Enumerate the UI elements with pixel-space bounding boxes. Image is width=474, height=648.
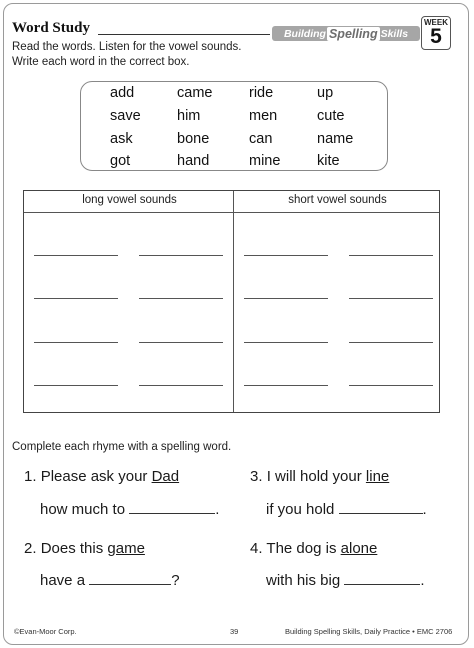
rhyme-text: how much to xyxy=(40,501,130,518)
answer-blank[interactable] xyxy=(139,298,223,299)
item-number: 1. xyxy=(24,468,37,485)
rhyme-answer-blank[interactable] xyxy=(129,501,215,514)
word-bank-word: save xyxy=(110,108,141,124)
rhyme-item-3-line-1 xyxy=(250,468,389,485)
rhyme-item-1-line-1 xyxy=(24,468,179,485)
word-bank-word: came xyxy=(177,85,213,101)
rhyme-answer-blank[interactable] xyxy=(344,572,420,585)
series-banner xyxy=(272,26,420,41)
instruction-line-1: Read the words. Listen for the vowel sounds. xyxy=(12,41,242,53)
answer-blank[interactable] xyxy=(349,385,433,386)
word-bank-word: name xyxy=(317,131,354,147)
banner-right: Skills xyxy=(380,27,409,40)
answer-blank[interactable] xyxy=(34,342,118,343)
word-bank-word: can xyxy=(249,131,273,147)
rhyme-item-4-line-2 xyxy=(266,572,425,589)
word-bank-word: up xyxy=(317,85,334,101)
item-number: 4. xyxy=(250,540,263,557)
rhyme-key-word: game xyxy=(107,540,145,557)
answer-blank[interactable] xyxy=(244,342,328,343)
answer-blank[interactable] xyxy=(34,255,118,256)
word-bank-word: men xyxy=(249,108,278,124)
rhyme-key-word: line xyxy=(365,468,390,485)
rhyme-text: if you hold xyxy=(266,501,339,518)
word-bank-word: got xyxy=(110,153,131,169)
answer-blank[interactable] xyxy=(139,342,223,343)
word-bank-word: add xyxy=(110,85,135,101)
banner-middle: Spelling xyxy=(328,26,378,41)
answer-blank[interactable] xyxy=(244,255,328,256)
rhyme-key-word: alone xyxy=(340,540,378,557)
rhyme-text: have a xyxy=(40,572,90,589)
rhyme-punct: . xyxy=(422,501,427,518)
item-number: 2. xyxy=(24,540,37,557)
answer-blank[interactable] xyxy=(139,255,223,256)
item-number: 3. xyxy=(250,468,263,485)
rhyme-text: The dog is xyxy=(266,540,341,557)
rhyme-text: Please ask your xyxy=(40,468,152,485)
word-bank-word: mine xyxy=(249,153,281,169)
word-bank-word: him xyxy=(177,108,201,124)
table-header-row xyxy=(24,191,439,213)
rhyme-punct: . xyxy=(215,501,220,518)
worksheet-title: Word Study xyxy=(12,20,90,36)
banner-left: Building xyxy=(283,27,326,40)
footer-publication: Building Spelling Skills, Daily Practice • EMC 2706 xyxy=(285,627,453,636)
rhyme-answer-blank[interactable] xyxy=(89,572,171,585)
instruction-line-2: Write each word in the correct box. xyxy=(12,56,190,68)
rhyme-punct: ? xyxy=(171,572,180,589)
rhyme-item-3-line-2 xyxy=(266,501,427,518)
answer-blank[interactable] xyxy=(349,342,433,343)
short-vowel-header: short vowel sounds xyxy=(288,194,387,206)
word-bank-word: hand xyxy=(177,153,210,169)
vowel-sort-table xyxy=(23,190,440,413)
week-number: 5 xyxy=(430,25,442,48)
footer-copyright: ©Evan-Moor Corp. xyxy=(14,627,77,636)
rhyme-item-2-line-2 xyxy=(40,572,180,589)
rhyme-instruction: Complete each rhyme with a spelling word. xyxy=(12,441,232,453)
rhyme-text: I will hold your xyxy=(266,468,366,485)
title-rule xyxy=(98,34,270,35)
rhyme-key-word: Dad xyxy=(151,468,180,485)
answer-blank[interactable] xyxy=(34,298,118,299)
week-badge xyxy=(421,16,451,50)
answer-blank[interactable] xyxy=(349,255,433,256)
long-vowel-header: long vowel sounds xyxy=(82,194,177,206)
footer-page-number: 39 xyxy=(230,627,239,636)
word-bank-word: bone xyxy=(177,131,210,147)
answer-blank[interactable] xyxy=(139,385,223,386)
word-bank-word: ask xyxy=(110,131,133,147)
word-bank-word: ride xyxy=(249,85,274,101)
rhyme-answer-blank[interactable] xyxy=(339,501,423,514)
answer-blank[interactable] xyxy=(244,385,328,386)
week-label: WEEK xyxy=(424,18,448,27)
rhyme-item-4-line-1 xyxy=(250,540,377,557)
answer-blank[interactable] xyxy=(244,298,328,299)
rhyme-text: Does this xyxy=(40,540,108,557)
word-bank-word: kite xyxy=(317,153,340,169)
rhyme-punct: . xyxy=(420,572,425,589)
answer-blank[interactable] xyxy=(34,385,118,386)
rhyme-item-2-line-1 xyxy=(24,540,145,557)
rhyme-text: with his big xyxy=(266,572,345,589)
table-column-divider xyxy=(233,191,234,412)
answer-blank[interactable] xyxy=(349,298,433,299)
word-bank-word: cute xyxy=(317,108,345,124)
rhyme-item-1-line-2 xyxy=(40,501,219,518)
